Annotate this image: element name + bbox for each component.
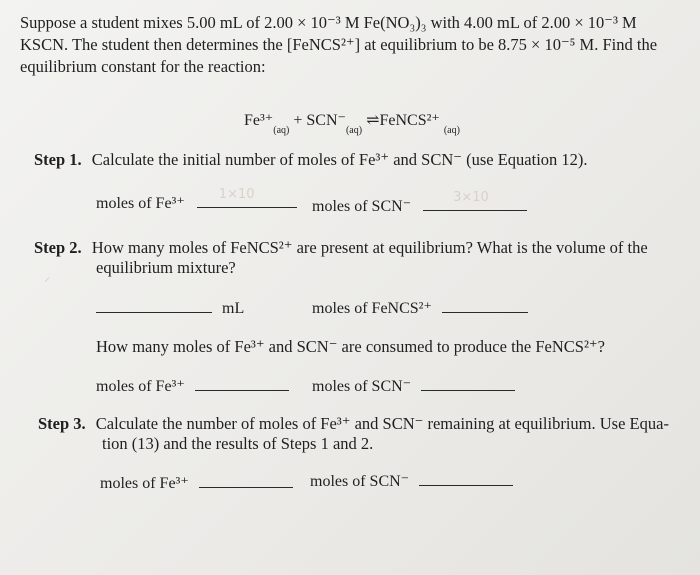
step2-fencs-row <box>312 298 528 318</box>
step2-ml-row <box>96 298 244 318</box>
step2-ml-label: mL <box>222 300 245 317</box>
step1-label: Step 1. <box>34 150 82 169</box>
problem-line-2: KSCN. The student then determines the [FeNCS²⁺] at equilibrium to be 8.75 × 10⁻⁵ M. Find the <box>20 35 658 54</box>
step3-fe-label: moles of Fe³⁺ <box>100 475 189 492</box>
step2-question: How many moles of Fe³⁺ and SCN⁻ are consumed to produce the FeNCS²⁺? <box>96 337 605 356</box>
reactant-scn: + SCN⁻ <box>293 112 346 129</box>
reactant-fe-state: (aq) <box>273 125 290 136</box>
step2-volume-blank[interactable] <box>96 298 212 313</box>
step3-scn-blank[interactable] <box>419 471 513 486</box>
step1-scn-label: moles of SCN⁻ <box>312 198 412 215</box>
step1-fe-label: moles of Fe³⁺ <box>96 195 185 212</box>
step2-label: Step 2. <box>34 238 82 257</box>
step3-scn-row <box>310 471 513 491</box>
reactant-fe: Fe³⁺ <box>244 112 274 129</box>
reaction-equation <box>244 110 460 136</box>
step1-fe-pencil-note: 1×10 <box>218 187 255 202</box>
step2-heading <box>34 238 648 278</box>
step2-scn-blank[interactable] <box>421 376 515 391</box>
step1-scn-pencil-note: 3×10 <box>453 190 489 205</box>
step2-text-1: How many moles of FeNCS²⁺ are present at equilibrium? What is the volume of the <box>91 238 648 257</box>
step2-fencs-label: moles of FeNCS²⁺ <box>312 300 432 317</box>
step2-fencs-blank[interactable] <box>442 298 528 313</box>
reactant-scn-state: (aq) <box>345 125 363 136</box>
margin-pencil-mark: ⸝ <box>44 270 51 284</box>
step1-scn-blank[interactable] <box>423 190 527 211</box>
problem-line-3: equilibrium constant for the reaction: <box>20 57 266 76</box>
step3-text-1: Calculate the number of moles of Fe³⁺ and SCN⁻ remaining at equilibrium. Use Equa- <box>95 414 669 433</box>
step2-fe-label: moles of Fe³⁺ <box>96 378 185 395</box>
step2-scn-label: moles of SCN⁻ <box>312 378 412 395</box>
problem-line-1: Suppose a student mixes 5.00 mL of 2.00 × 10⁻³ M Fe(NO₃)₃ with 4.00 mL of 2.00 × 10⁻³ M <box>20 13 637 32</box>
step3-fe-row <box>100 473 293 493</box>
step2-text-2: equilibrium mixture? <box>96 258 236 277</box>
step1-text: Calculate the initial number of moles of Fe³⁺ and SCN⁻ (use Equation 12). <box>91 150 588 169</box>
step2-fe-row <box>96 376 289 396</box>
equilibrium-arrow: ⇌ <box>366 112 380 129</box>
product-state: (aq) <box>443 125 460 136</box>
step3-heading <box>38 414 669 454</box>
step1-heading <box>34 150 588 170</box>
step3-label: Step 3. <box>38 414 86 433</box>
step1-scn-row <box>312 190 527 216</box>
product-fencs: FeNCS²⁺ <box>379 112 440 129</box>
step3-text-2: tion (13) and the results of Steps 1 and 2. <box>102 434 374 453</box>
step2-fe-blank[interactable] <box>195 376 289 391</box>
step3-scn-label: moles of SCN⁻ <box>310 473 410 490</box>
step1-fe-blank[interactable] <box>197 187 297 208</box>
step2-scn-row <box>312 376 515 396</box>
step3-fe-blank[interactable] <box>199 473 293 488</box>
problem-statement <box>20 12 690 78</box>
step1-fe-row <box>96 187 297 213</box>
